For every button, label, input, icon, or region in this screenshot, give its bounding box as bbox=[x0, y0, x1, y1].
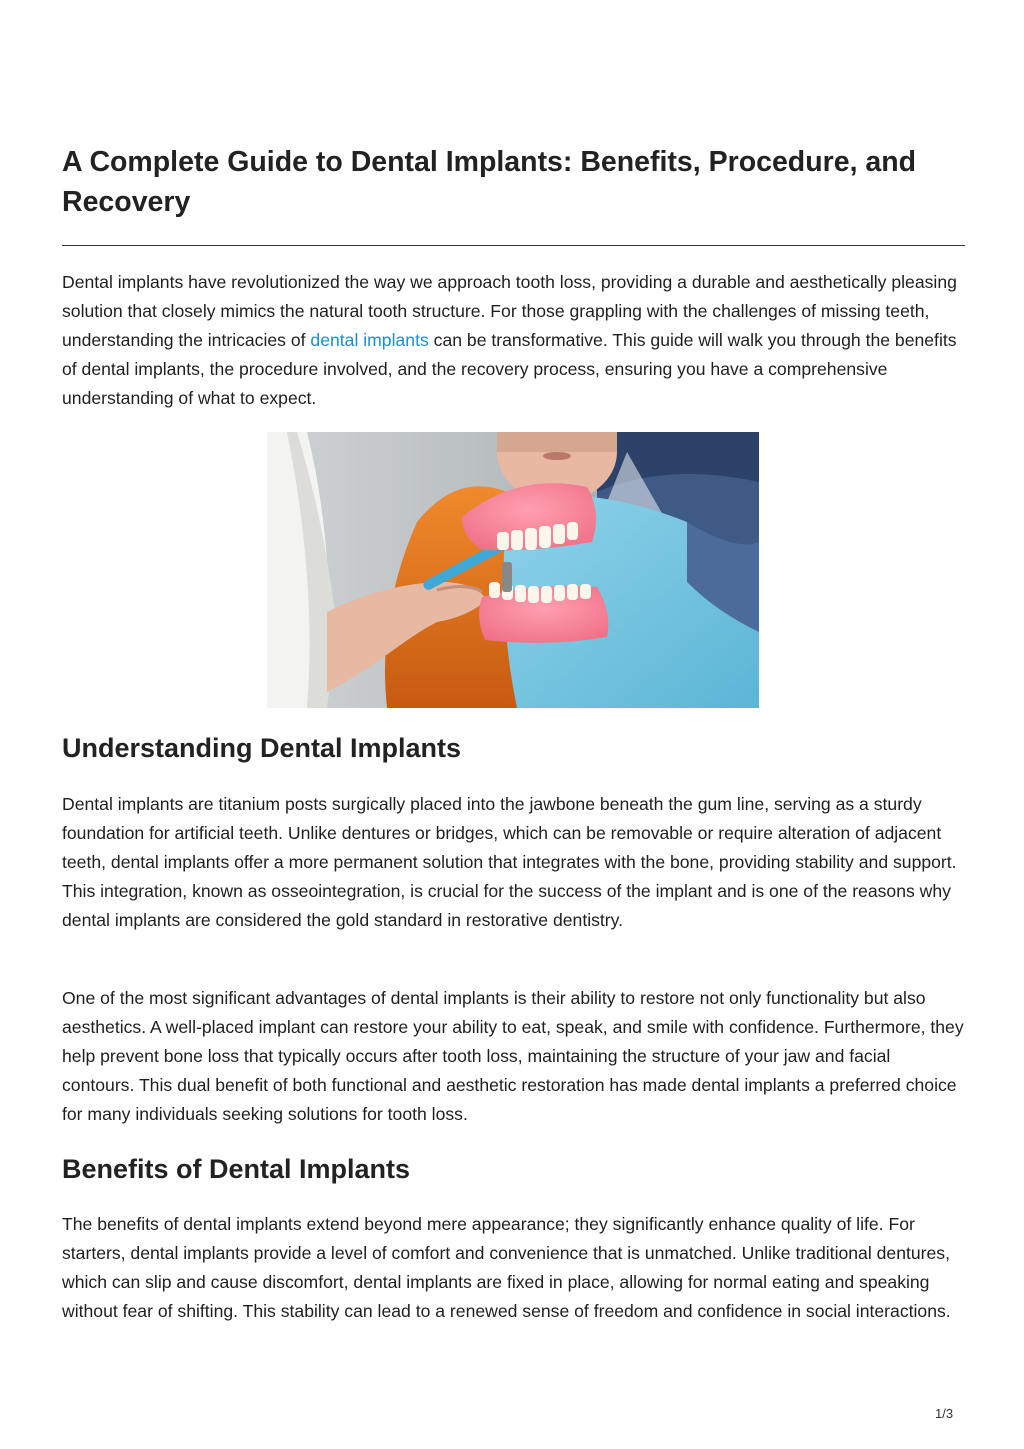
page-title: A Complete Guide to Dental Implants: Benefits, Procedure, and Recovery bbox=[62, 146, 917, 218]
intro-text-after-link: can be transformative. This guide will walk you through the benefits of dental implants, the procedure involved, and the recovery process, ensuring you have a comprehensive understanding of what to expect. bbox=[62, 330, 957, 408]
intro-text-before-link: Dental implants have revolutionized the way we approach tooth loss, providing a durable and aesthetically pleasing solution that closely mimics the natural tooth structure. For those grappling with the challenges of missing teeth, understanding the intricacies of bbox=[62, 272, 957, 350]
title-divider bbox=[62, 245, 965, 246]
dental-model-photo bbox=[267, 432, 759, 708]
section-heading-understanding: Understanding Dental Implants bbox=[62, 733, 462, 763]
section-heading-benefits: Benefits of Dental Implants bbox=[62, 1154, 411, 1184]
dental-implants-link[interactable]: dental implants bbox=[310, 330, 429, 350]
benefits-paragraph-1: The benefits of dental implants extend beyond mere appearance; they significantly enhance quality of life. For starters, dental implants provide a level of comfort and convenience that is unmatched. Unlike traditional dentures, which can slip and cause discomfort, dental implants are fixed in place, allowing for normal eating and speaking without fear of shifting. This stability can lead to a renewed sense of freedom and confidence in social interactions. bbox=[62, 1214, 951, 1321]
understanding-paragraph-1: Dental implants are titanium posts surgically placed into the jawbone beneath the gum line, serving as a sturdy foundation for artificial teeth. Unlike dentures or bridges, which can be removable or require alteration of adjacent teeth, dental implants offer a more permanent solution that integrates with the bone, providing stability and support. This integration, known as osseointegration, is crucial for the success of the implant and is one of the reasons why dental implants are considered the gold standard in restorative dentistry. bbox=[62, 794, 957, 930]
understanding-paragraph-2: One of the most significant advantages of dental implants is their ability to restore not only functionality but also aesthetics. A well-placed implant can restore your ability to eat, speak, and smile with confidence. Furthermore, they help prevent bone loss that typically occurs after tooth loss, maintaining the structure of your jaw and facial contours. This dual benefit of both functional and aesthetic restoration has made dental implants a preferred choice for many individuals seeking solutions for tooth loss. bbox=[62, 988, 964, 1124]
intro-paragraph bbox=[62, 268, 965, 413]
page-number: 1/3 bbox=[935, 1406, 954, 1421]
